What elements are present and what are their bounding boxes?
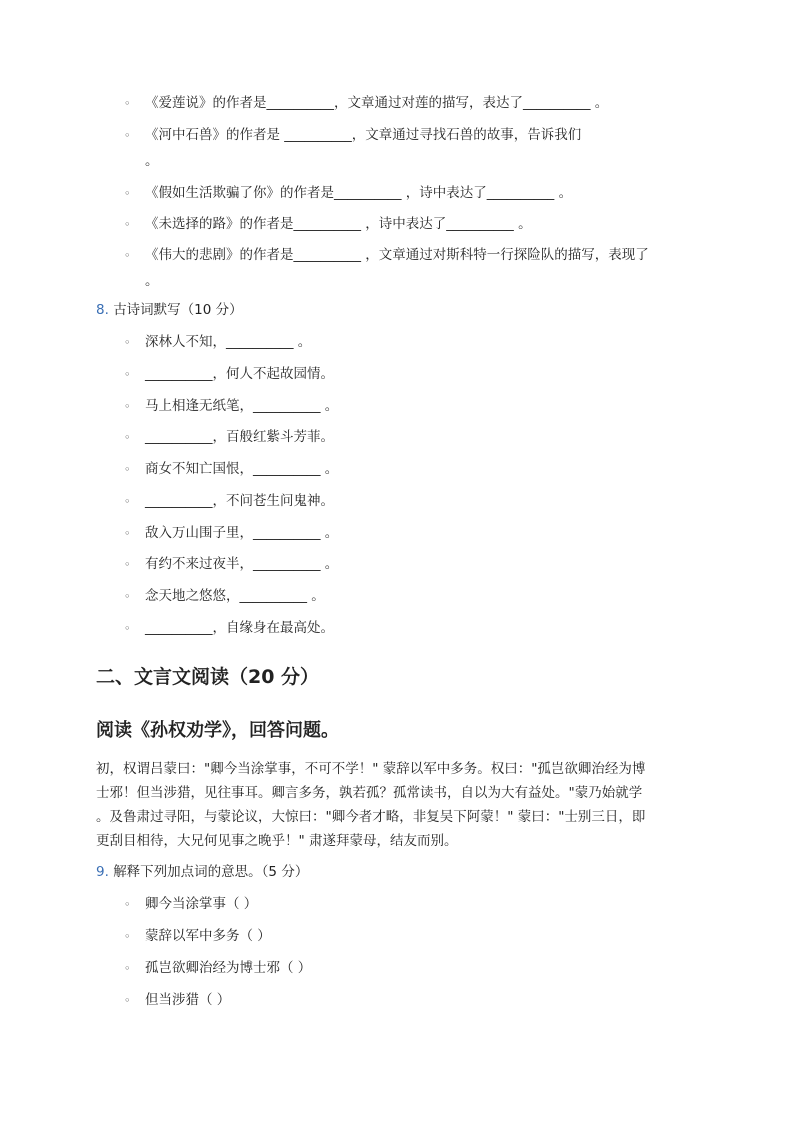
- question-8-title: [96, 300, 243, 320]
- poem-item: __________，何人不起故园情。: [145, 366, 334, 382]
- question-number: 9.: [96, 864, 109, 880]
- passage-line: 更刮目相待，大兄何见事之晚乎！" 肃遂拜蒙母，结友而别。: [96, 833, 458, 849]
- list-bullet: ◦: [124, 527, 131, 540]
- poem-item: 敌入万山围子里，__________ 。: [145, 525, 339, 541]
- poem-item: 商女不知亡国恨，__________ 。: [145, 461, 339, 477]
- list-bullet: ◦: [124, 431, 131, 444]
- list-item-continuation: 。: [145, 153, 159, 169]
- list-bullet: ◦: [124, 590, 131, 603]
- list-bullet: ◦: [124, 463, 131, 476]
- list-item: 《伟大的悲剧》的作者是__________ ，文章通过对斯科特一行探险队的描写，表现了: [145, 247, 649, 263]
- list-bullet: ◦: [124, 962, 131, 975]
- list-bullet: ◦: [124, 97, 131, 110]
- passage-line: 士邪！但当涉猎，见往事耳。卿言多务，孰若孤？孤常读书，自以为大有益处。"蒙乃始就学: [96, 785, 643, 801]
- list-bullet: ◦: [124, 400, 131, 413]
- passage-line: 初，权谓吕蒙曰："卿今当涂掌事，不可不学！" 蒙辞以军中多务。权曰："孤岂欲卿治经为博: [96, 761, 646, 777]
- poem-item: __________，不问苍生问鬼神。: [145, 493, 334, 509]
- list-bullet: ◦: [124, 898, 131, 911]
- list-bullet: ◦: [124, 930, 131, 943]
- question-text: 古诗词默写（10 分）: [113, 302, 243, 318]
- poem-item: 马上相逢无纸笔，__________ 。: [145, 398, 339, 414]
- list-item-continuation: 。: [145, 273, 159, 289]
- list-bullet: ◦: [124, 187, 131, 200]
- list-bullet: ◦: [124, 495, 131, 508]
- list-bullet: ◦: [124, 249, 131, 262]
- list-bullet: ◦: [124, 558, 131, 571]
- classical-passage: [96, 757, 706, 853]
- poem-item: 深林人不知，__________ 。: [145, 334, 312, 350]
- vocab-item: 卿今当涂掌事（ ）: [145, 896, 258, 912]
- poem-item: __________，百般红紫斗芳菲。: [145, 429, 334, 445]
- poem-item: __________，自缘身在最高处。: [145, 620, 334, 636]
- section-heading: 二、文言文阅读（20 分）: [96, 666, 320, 688]
- poem-item: 念天地之悠悠，__________ 。: [145, 588, 325, 604]
- list-bullet: ◦: [124, 336, 131, 349]
- question-9-title: [96, 862, 308, 882]
- vocab-item: 孤岂欲卿治经为博士邪（ ）: [145, 960, 312, 976]
- question-number: 8.: [96, 302, 109, 318]
- reading-subheading: 阅读《孙权劝学》，回答问题。: [96, 720, 339, 741]
- list-bullet: ◦: [124, 129, 131, 142]
- list-bullet: ◦: [124, 994, 131, 1007]
- vocab-item: 但当涉猎（ ）: [145, 992, 231, 1008]
- passage-line: 。及鲁肃过寻阳，与蒙论议，大惊曰："卿今者才略，非复吴下阿蒙！" 蒙曰："士别三日，即: [96, 809, 646, 825]
- list-item: 《未选择的路》的作者是__________ ，诗中表达了__________ 。: [145, 216, 532, 232]
- list-bullet: ◦: [124, 368, 131, 381]
- list-item: 《河中石兽》的作者是 __________，文章通过寻找石兽的故事，告诉我们: [145, 127, 582, 143]
- list-bullet: ◦: [124, 622, 131, 635]
- poem-item: 有约不来过夜半，__________ 。: [145, 556, 339, 572]
- list-bullet: ◦: [124, 218, 131, 231]
- list-item: 《爱莲说》的作者是__________，文章通过对莲的描写，表达了__________ 。: [145, 95, 609, 111]
- vocab-item: 蒙辞以军中多务（ ）: [145, 928, 271, 944]
- list-item: 《假如生活欺骗了你》的作者是__________ ，诗中表达了__________ 。: [145, 185, 573, 201]
- question-text: 解释下列加点词的意思。（5 分）: [113, 864, 309, 880]
